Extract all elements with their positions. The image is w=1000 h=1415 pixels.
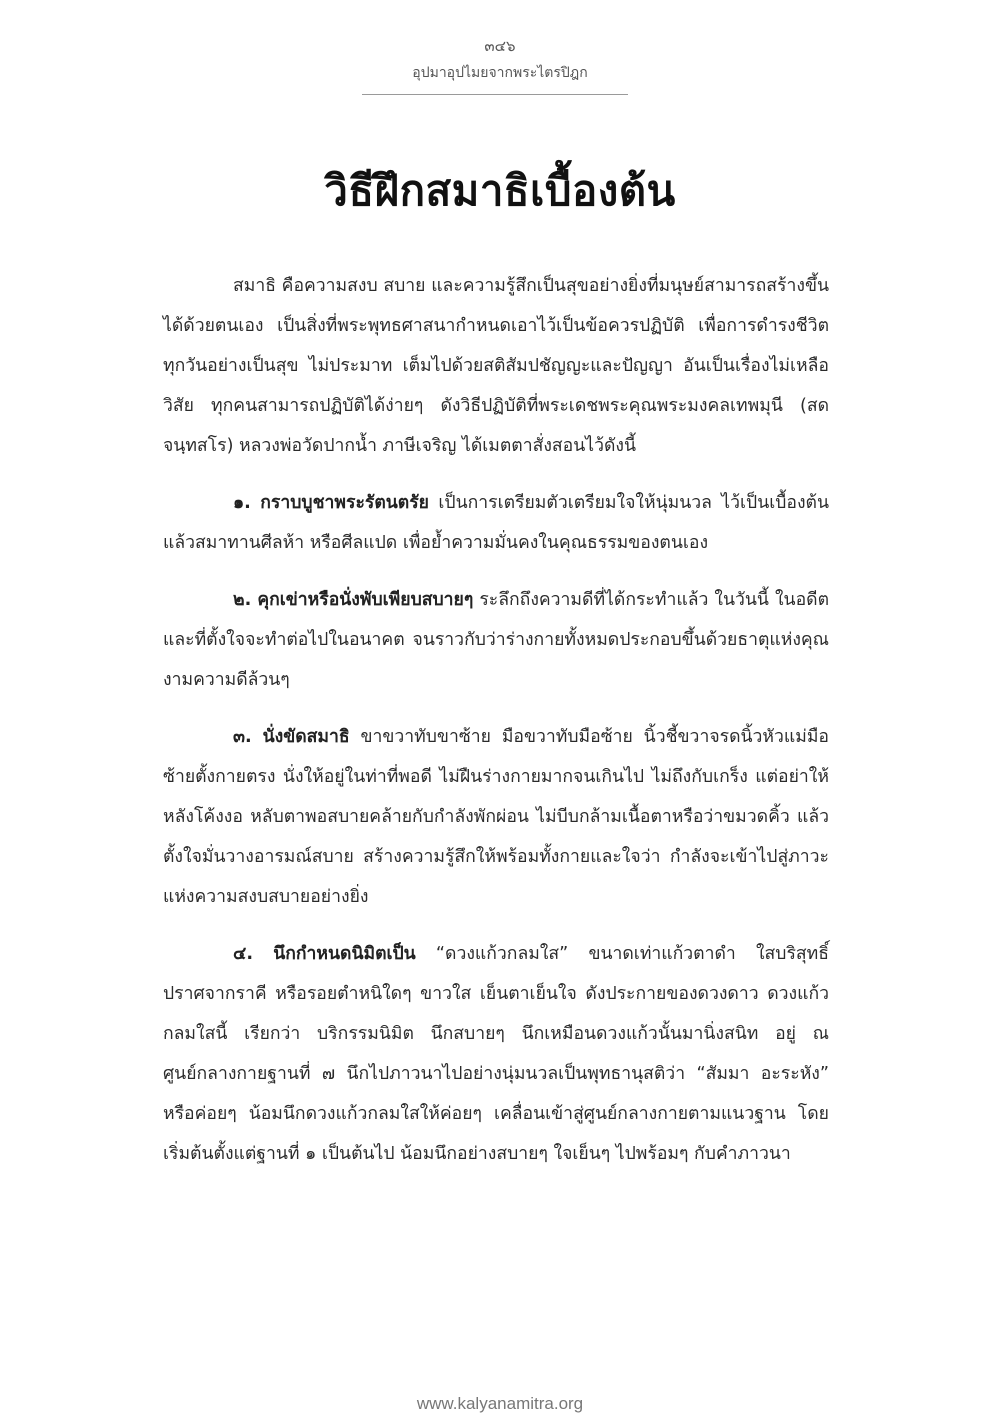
step-1-number: ๑. [233, 493, 251, 513]
step-2-heading: คุกเข่าหรือนั่งพับเพียบสบายๆ [257, 590, 474, 610]
document-body [163, 266, 829, 1191]
footer-website-url: www.kalyanamitra.org [416, 1394, 584, 1413]
step-1-paragraph [163, 483, 829, 563]
step-2-number: ๒. [233, 590, 252, 610]
step-4-text: “ดวงแก้วกลมใส” ขนาดเท่าแก้วตาดำ ใสบริสุทธิ์ ปราศจากราคี หรือรอยตำหนิใดๆ ขาวใส เย็นตาเย็นใจ ดังประกายของดวงดาว ดวงแก้วกลมใสนี้ เรียกว่า บริกรรมนิมิต นึกสบายๆ นึกเหมือนดวงแก้วนั้นมานิ่งสนิท อยู่ ณ ศูนย์กลางกายฐานที่ ๗ นึกไปภาวนาไปอย่างนุ่มนวลเป็นพุทธานุสติว่า “สัมมา อะระหัง” หรือค่อยๆ น้อมนึกดวงแก้วกลมใสให้ค่อยๆ เคลื่อนเข้าสู่ศูนย์กลางกายตามแนวฐาน โดยเริ่มต้นตั้งแต่ฐานที่ ๑ เป็นต้นไป น้อมนึกอย่างสบายๆ ใจเย็นๆ ไปพร้อมๆ กับคำภาวนา [163, 944, 829, 1164]
step-3-text: ขาขวาทับขาซ้าย มือขวาทับมือซ้าย นิ้วชี้ขวาจรดนิ้วหัวแม่มือซ้ายตั้งกายตรง นั่งให้อยู่ในท่าที่พอดี ไม่ฝืนร่างกายมากจนเกินไป ไม่ถึงกับเกร็ง แต่อย่าให้หลังโค้งงอ หลับตาพอสบายคล้ายกับกำลังพักผ่อน ไม่บีบกล้ามเนื้อตาหรือว่าขมวดคิ้ว แล้วตั้งใจมั่นวางอารมณ์สบาย สร้างความรู้สึกให้พร้อมทั้งกายและใจว่า กำลังจะเข้าไปสู่ภาวะแห่งความสงบสบายอย่างยิ่ง [163, 727, 829, 907]
page-number: ๓๔๖ [484, 37, 516, 55]
step-4-paragraph [163, 934, 829, 1174]
step-2-paragraph [163, 580, 829, 700]
header-divider [362, 94, 628, 95]
step-4-number: ๔. [233, 944, 253, 964]
step-1-text: เป็นการเตรียมตัวเตรียมใจให้นุ่มนวล ไว้เป็นเบื้องต้น แล้วสมาทานศีลห้า หรือศีลแปด เพื่อย้ำความมั่นคงในคุณธรรมของตนเอง [163, 493, 830, 553]
step-1-heading: กราบบูชาพระรัตนตรัย [260, 493, 429, 513]
running-title: อุปมาอุปไมยจากพระไตรปิฎก [412, 65, 588, 81]
step-4-heading: นึกกำหนดนิมิตเป็น [273, 944, 416, 964]
step-2-text: ระลึกถึงความดีที่ได้กระทำแล้ว ในวันนี้ ในอดีต และที่ตั้งใจจะทำต่อไปในอนาคต จนราวกับว่าร่างกายทั้งหมดประกอบขึ้นด้วยธาตุแห่งคุณงามความดีล้วนๆ [163, 590, 829, 690]
step-3-paragraph [163, 717, 829, 917]
intro-paragraph: สมาธิ คือความสงบ สบาย และความรู้สึกเป็นสุขอย่างยิ่งที่มนุษย์สามารถสร้างขึ้นได้ด้วยตนเอง เป็นสิ่งที่พระพุทธศาสนากำหนดเอาไว้เป็นข้อควรปฏิบัติ เพื่อการดำรงชีวิตทุกวันอย่างเป็นสุข ไม่ประมาท เต็มไปด้วยสติสัมปชัญญะและปัญญา อันเป็นเรื่องไม่เหลือวิสัย ทุกคนสามารถปฏิบัติได้ง่ายๆ ดังวิธีปฏิบัติที่พระเดชพระคุณพระมงคลเทพมุนี (สด จนฺทสโร) หลวงพ่อวัดปากน้ำ ภาษีเจริญ ได้เมตตาสั่งสอนไว้ดังนี้ [163, 276, 829, 456]
step-3-heading: นั่งขัดสมาธิ [262, 727, 350, 747]
step-3-number: ๓. [233, 727, 252, 747]
document-title: วิธีฝึกสมาธิเบื้องต้น [324, 166, 676, 215]
